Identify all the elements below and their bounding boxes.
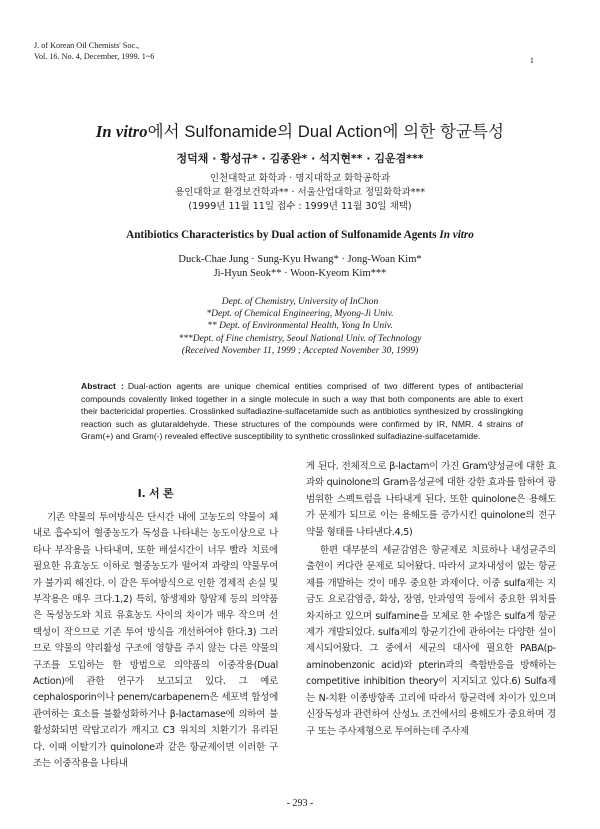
korean-affiliation-line: 인천대학교 화학과 · 명지대학교 화학공학과 (209, 173, 391, 184)
journal-name: J. of Korean Oil Chemists' Soc., (34, 41, 140, 50)
left-column (33, 486, 278, 773)
page-number-top: 1 (529, 55, 534, 65)
journal-citation (34, 41, 154, 62)
english-affiliation-line: ** Dept. of Environmental Health, Yong In Univ. (207, 321, 393, 332)
english-title-main: Antibiotics Characteristics by Dual action of Sulfonamide Agents (126, 229, 437, 241)
english-affiliation-line: *Dept. of Chemical Engineering, Myong-Ji Univ. (206, 309, 394, 320)
paragraph: 기존 약물의 투여방식은 단시간 내에 고농도의 약물이 체내로 흡수되어 혈중농도가 독성을 나타내는 농도이상으로 나타나 부작용을 나타내며, 또한 배설시간이 너무 빨라 치료에 필요한 유효농도 이하로 혈중농도가 떨어져 과량의 약물투여가 불가피 해진다. 이 같은 투여방식으로 인한 경제적 손실 및 부작용은 매우 크다.1,2) 특히, 항생제와 항암제 등의 의약품은 독성농도와 치료 유효농도 사이의 차이가 매우 작으며 선택성이 작으므로 기존 투여 방식을 개선하여야 한다.3) 그러므로 약물의 약리활성 구조에 영향을 주지 않는 다른 약물의 구조를 도입하는 한 방법으로 의약품의 이중작용(Dual Action)에 관한 연구가 보고되고 있다. 그 예로 cephalosporin이나 penem/carbapenem은 세포벽 합성에 관여하는 효소를 불활성화하거나 β-lactamase에 의하여 불활성화되면 락탐고리가 깨지고 C3 위치의 치환기가 유리된다. 이때 이탈기가 quinolone과 같은 항균제이면 이러한 구조는 이중작용을 나타내 (33, 512, 278, 770)
abstract-text: Dual-action agents are unique chemical entities comprised of two different types of antibacterial compounds covalently linked together in a single molecule in such a way that both components are able to exert their bactericidal properties. Crosslinked sulfadiazine-sulfacetamide such as antibiotics synthesized by crosslingking reaction such as glutaraldehyde. These structures of the compounds were confirmed by IR, NMR. 4 strains of Gram(+) and Gram(-) revealed effective susceptibility to synthetic crosslinked sulfadiazine-sulfacetamide. (81, 381, 523, 442)
korean-affiliation-line: 용인대학교 환경보건학과** · 서울산업대학교 정밀화학과*** (175, 187, 425, 198)
abstract-label: Abstract : (81, 381, 124, 391)
page-number-bottom: - 293 - (286, 798, 314, 809)
english-affiliations (0, 296, 600, 357)
english-affiliation-line: ***Dept. of Fine chemistry, Seoul National Univ. of Technology (178, 333, 422, 344)
english-title (0, 229, 600, 241)
paragraph: 한편 대부분의 세균감염은 항균제로 치료하나 내성균주의 출현이 커다란 문제로 되어왔다. 따라서 교차내성이 없는 항균제를 개발하는 것이 매우 중요한 과제이다. 이중 sulfa제는 지금도 요로감염증, 화상, 장염, 안과영역 등에서 중요한 위치를 차지하고 있으며 sulfamine을 모체로 한 수많은 sulfa계 항균제가 개발되었다. sulfa제의 항균기간에 관하여는 다양한 설이 제시되어왔다. 그 중에서 세균의 대사에 필요한 PABA(p-aminobenzonic acid)와 pterin과의 축합반응을 방해하는 competitive inhibition theory이 지지되고 있다.6) Sulfa제는 N-치환 이종방향족 고리에 따라서 항균력에 차이가 있으며 신장독성과 관련하여 산성뇨 조건에서의 용해도가 중요하며 경구 또는 주사제형으로 투여하는데 주사제 (306, 545, 556, 737)
english-title-italic: In vitro (439, 229, 474, 241)
english-authors (0, 253, 600, 281)
journal-volume: Vol. 16. No. 4, December, 1999. 1~6 (34, 51, 155, 61)
paragraph: 게 된다. 전체적으로 β-lactam이 가진 Gram양성균에 대한 효과와 quinolone의 Gram음성균에 대한 강한 효과를 합하여 광범위한 스펙트럼을 나타내게 된다. 또한 quinolone은 용해도가 문제가 되므로 이는 용해도를 증가시킨 quinolone의 전구약물 형태를 나타낸다.4,5) (306, 461, 557, 538)
section-heading: I. 서 론 (137, 487, 174, 500)
right-column (306, 459, 556, 740)
english-author-line: Duck-Chae Jung · Sung-Kyu Hwang* · Jong-Woan Kim* (178, 254, 422, 265)
received-date-en: (Received November 11, 1999 ; Accepted November 30, 1999) (181, 345, 419, 356)
paper-title (0, 118, 600, 142)
english-author-line: Ji-Hyun Seok** · Woon-Kyeom Kim*** (213, 268, 387, 279)
received-date-ko: (1999년 11월 11일 접수 : 1999년 11월 30일 채택) (188, 201, 412, 212)
title-italic: In vitro (95, 122, 148, 141)
title-rest: 에서 Sulfonamide의 Dual Action에 의한 항균특성 (147, 123, 505, 141)
korean-authors: 정덕채 · 황성규* · 김종완* · 석지현** · 김운겸*** (176, 152, 424, 165)
abstract (81, 380, 523, 443)
korean-affiliations (0, 172, 600, 214)
english-affiliation-line: Dept. of Chemistry, University of InChon (221, 297, 379, 307)
